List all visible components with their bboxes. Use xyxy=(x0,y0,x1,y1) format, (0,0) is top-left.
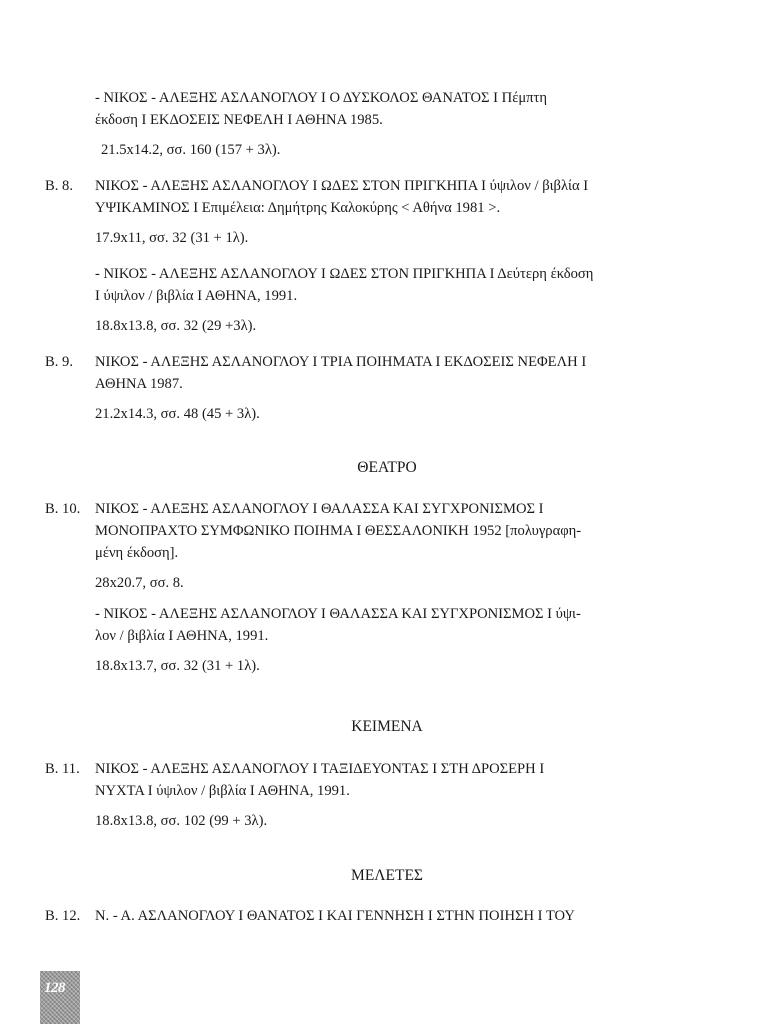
entry-line: ΝΙΚΟΣ - ΑΛΕΞΗΣ ΑΣΛΑΝΟΓΛΟΥ Ι ΩΔΕΣ ΣΤΟΝ ΠΡΙΓΚΗΠΑ Ι ύψιλον / βιβλία Ι xyxy=(95,178,589,194)
bibliography-entry xyxy=(95,351,677,425)
entry-dimensions: 21.5x14.2, σσ. 160 (157 + 3λ). xyxy=(101,142,281,158)
bibliography-entry xyxy=(95,498,677,594)
entry-dimensions: 18.8x13.8, σσ. 32 (29 +3λ). xyxy=(95,318,257,334)
entry-code: Β. 12. xyxy=(45,908,81,924)
bibliography-entry xyxy=(95,263,677,337)
page-number: 128 xyxy=(44,980,65,996)
section-heading-studies: ΜΕΛΕΤΕΣ xyxy=(351,867,423,884)
entry-line: ΥΨΙΚΑΜΙΝΟΣ Ι Επιμέλεια: Δημήτρης Καλοκύρης < Αθήνα 1981 >. xyxy=(95,200,501,216)
entry-line: ΜΟΝΟΠΡΑΧΤΟ ΣΥΜΦΩΝΙΚΟ ΠΟΙΗΜΑ Ι ΘΕΣΣΑΛΟΝΙΚΗ 1952 [πολυγραφη- xyxy=(95,523,582,539)
bibliography-entry xyxy=(95,905,677,927)
entry-line: Ν. - Α. ΑΣΛΑΝΟΓΛΟΥ Ι ΘΑΝΑΤΟΣ Ι ΚΑΙ ΓΕΝΝΗΣΗ Ι ΣΤΗΝ ΠΟΙΗΣΗ Ι ΤΟΥ xyxy=(95,908,575,924)
entry-dimensions: 18.8x13.8, σσ. 102 (99 + 3λ). xyxy=(95,813,268,829)
bibliography-entry xyxy=(95,175,677,249)
entry-line: - ΝΙΚΟΣ - ΑΛΕΞΗΣ ΑΣΛΑΝΟΓΛΟΥ Ι Ο ΔΥΣΚΟΛΟΣ ΘΑΝΑΤΟΣ Ι Πέμπτη xyxy=(95,90,548,106)
entry-line: ΝΥΧΤΑ Ι ύψιλον / βιβλία Ι ΑΘΗΝΑ, 1991. xyxy=(95,783,350,799)
section-heading-theatre: ΘΕΑΤΡΟ xyxy=(357,459,417,476)
entry-line: - ΝΙΚΟΣ - ΑΛΕΞΗΣ ΑΣΛΑΝΟΓΛΟΥ Ι ΘΑΛΑΣΣΑ ΚΑΙ ΣΥΓΧΡΟΝΙΣΜΟΣ Ι ύψι- xyxy=(95,606,581,622)
entry-dimensions: 18.8x13.7, σσ. 32 (31 + 1λ). xyxy=(95,658,260,674)
entry-code: Β. 11. xyxy=(45,761,80,777)
entry-dimensions: 17.9x11, σσ. 32 (31 + 1λ). xyxy=(95,230,249,246)
section-heading-texts: ΚΕΙΜΕΝΑ xyxy=(351,718,423,735)
bibliography-entry xyxy=(95,603,677,677)
bibliography-entry xyxy=(95,758,677,832)
entry-code: Β. 10. xyxy=(45,501,81,517)
entry-code: Β. 9. xyxy=(45,354,73,370)
entry-code: Β. 8. xyxy=(45,178,73,194)
bibliography-entry xyxy=(95,87,677,161)
entry-line: ΝΙΚΟΣ - ΑΛΕΞΗΣ ΑΣΛΑΝΟΓΛΟΥ Ι ΘΑΛΑΣΣΑ ΚΑΙ ΣΥΓΧΡΟΝΙΣΜΟΣ Ι xyxy=(95,501,544,517)
entry-line: λον / βιβλία Ι ΑΘΗΝΑ, 1991. xyxy=(95,628,269,644)
entry-dimensions: 28x20.7, σσ. 8. xyxy=(95,575,184,591)
entry-line: έκδοση Ι ΕΚΔΟΣΕΙΣ ΝΕΦΕΛΗ Ι ΑΘΗΝΑ 1985. xyxy=(95,112,383,128)
page-number-block xyxy=(40,971,80,1024)
entry-line: - ΝΙΚΟΣ - ΑΛΕΞΗΣ ΑΣΛΑΝΟΓΛΟΥ Ι ΩΔΕΣ ΣΤΟΝ ΠΡΙΓΚΗΠΑ Ι Δεύτερη έκδοση xyxy=(95,266,594,282)
entry-line: ΑΘΗΝΑ 1987. xyxy=(95,376,183,392)
entry-line: μένη έκδοση]. xyxy=(95,545,179,561)
entry-line: ΝΙΚΟΣ - ΑΛΕΞΗΣ ΑΣΛΑΝΟΓΛΟΥ Ι ΤΡΙΑ ΠΟΙΗΜΑΤΑ Ι ΕΚΔΟΣΕΙΣ ΝΕΦΕΛΗ Ι xyxy=(95,354,587,370)
entry-line: ΝΙΚΟΣ - ΑΛΕΞΗΣ ΑΣΛΑΝΟΓΛΟΥ Ι ΤΑΞΙΔΕΥΟΝΤΑΣ Ι ΣΤΗ ΔΡΟΣΕΡΗ Ι xyxy=(95,761,545,777)
entry-line: Ι ύψιλον / βιβλία Ι ΑΘΗΝΑ, 1991. xyxy=(95,288,298,304)
entry-dimensions: 21.2x14.3, σσ. 48 (45 + 3λ). xyxy=(95,406,260,422)
